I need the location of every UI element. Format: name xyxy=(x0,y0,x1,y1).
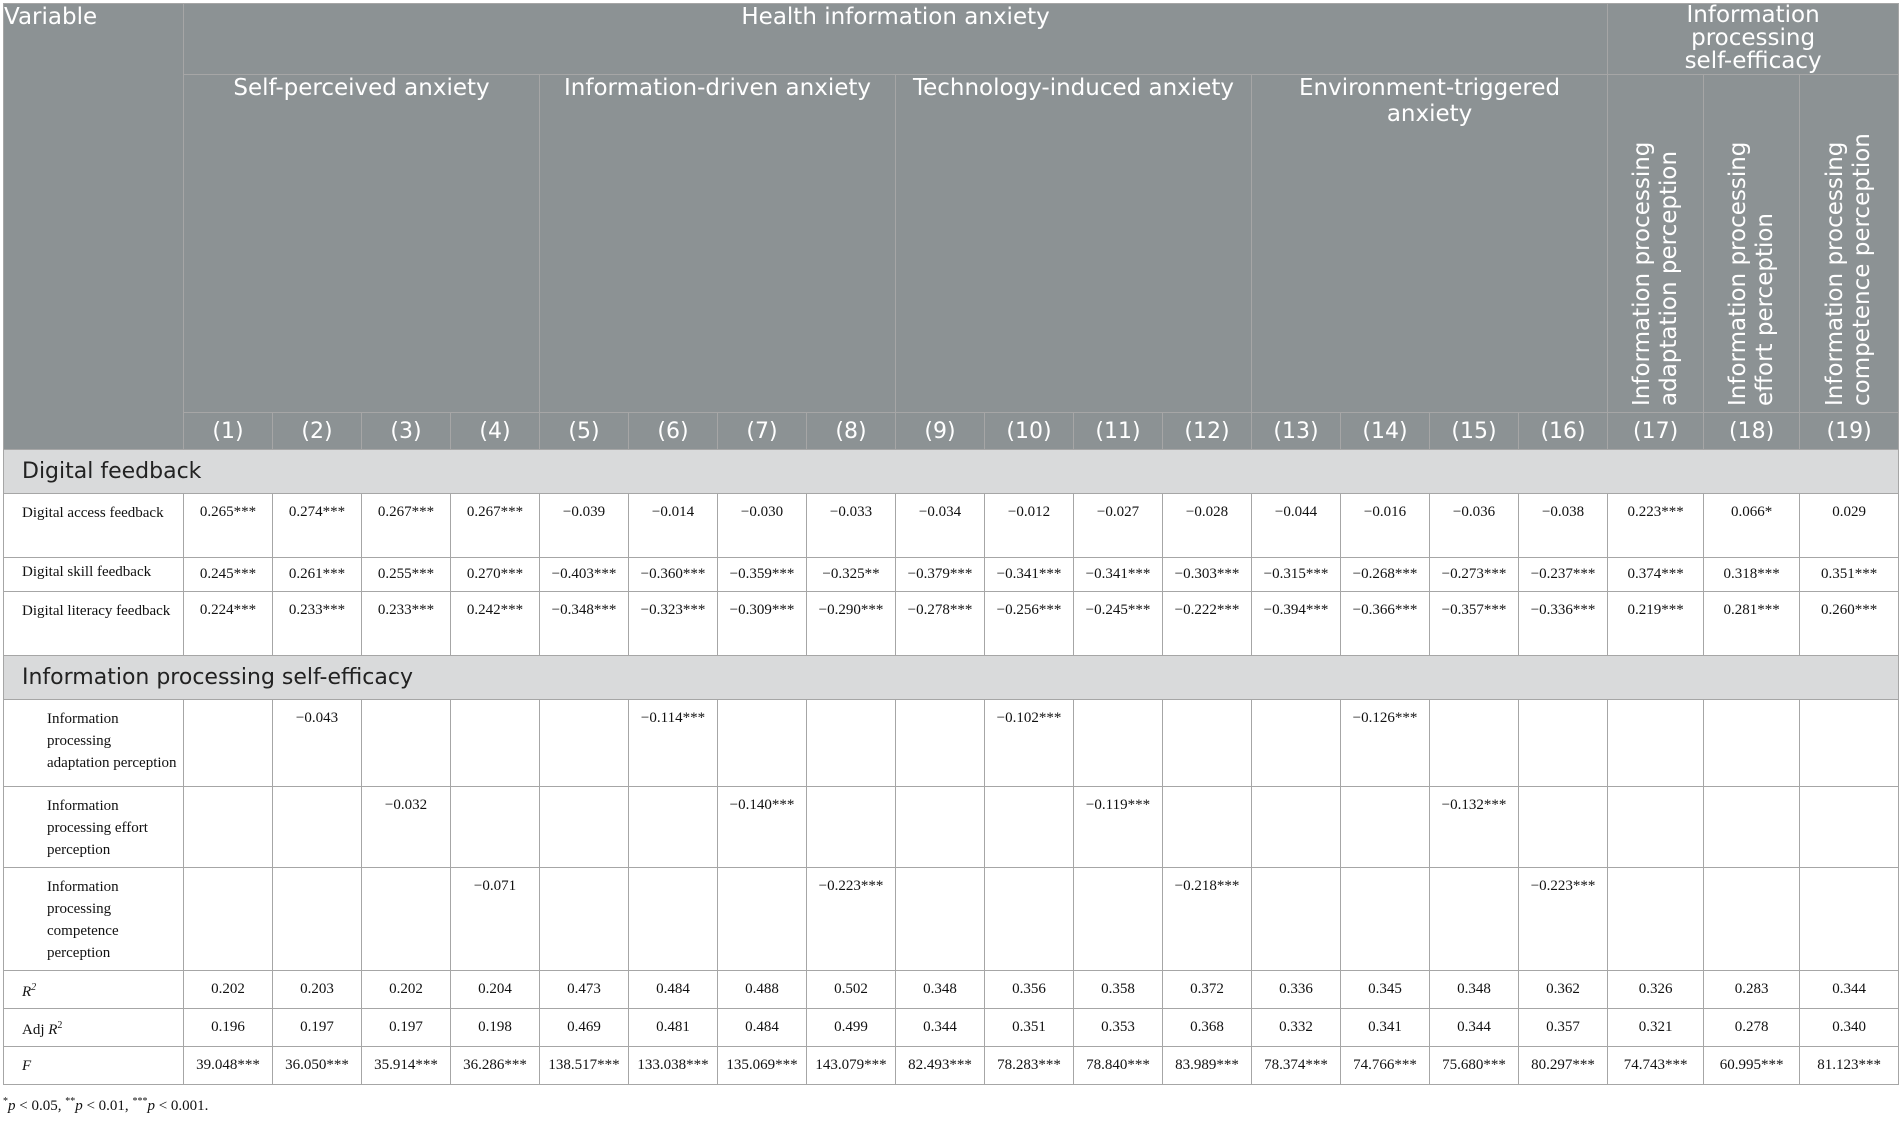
table-cell: −0.033 xyxy=(807,494,896,558)
table-cell: −0.256*** xyxy=(985,592,1074,656)
ipse-col-competence-text: Information processing competence perception xyxy=(1822,133,1876,406)
table-cell: 135.069*** xyxy=(718,1047,807,1085)
model-number: (2) xyxy=(273,413,362,450)
table-cell: 0.340 xyxy=(1800,1009,1899,1047)
table-cell xyxy=(896,700,985,787)
table-cell: −0.325** xyxy=(807,558,896,592)
row-label: Information processing competence perception xyxy=(4,868,184,971)
table-cell: 82.493*** xyxy=(896,1047,985,1085)
regression-table xyxy=(3,3,1899,1085)
ipse-col-adaptation-header xyxy=(1608,75,1704,413)
table-cell xyxy=(1341,868,1430,971)
table-cell: −0.030 xyxy=(718,494,807,558)
table-row-digital-literacy xyxy=(4,592,1899,656)
table-cell xyxy=(1430,868,1519,971)
model-number: (17) xyxy=(1608,413,1704,450)
table-cell: −0.132*** xyxy=(1430,787,1519,868)
table-cell: −0.278*** xyxy=(896,592,985,656)
table-cell: −0.366*** xyxy=(1341,592,1430,656)
table-cell: 39.048*** xyxy=(184,1047,273,1085)
model-number: (7) xyxy=(718,413,807,450)
table-cell: 0.481 xyxy=(629,1009,718,1047)
table-cell: 0.351 xyxy=(985,1009,1074,1047)
table-row-adj-r2 xyxy=(4,1009,1899,1047)
table-cell: −0.360*** xyxy=(629,558,718,592)
model-number: (10) xyxy=(985,413,1074,450)
table-cell xyxy=(985,868,1074,971)
table-cell: 0.204 xyxy=(451,971,540,1009)
table-cell: 81.123*** xyxy=(1800,1047,1899,1085)
table-cell xyxy=(1704,868,1800,971)
table-cell: 0.351*** xyxy=(1800,558,1899,592)
table-cell xyxy=(540,787,629,868)
table-cell: −0.027 xyxy=(1074,494,1163,558)
table-cell: 0.502 xyxy=(807,971,896,1009)
table-cell: 0.356 xyxy=(985,971,1074,1009)
table-cell xyxy=(273,868,362,971)
table-cell: 0.029 xyxy=(1800,494,1899,558)
table-cell: 0.198 xyxy=(451,1009,540,1047)
table-cell: 0.348 xyxy=(1430,971,1519,1009)
table-cell: 0.224*** xyxy=(184,592,273,656)
ipse-col-competence-header xyxy=(1800,75,1899,413)
model-number: (8) xyxy=(807,413,896,450)
model-number: (5) xyxy=(540,413,629,450)
table-cell xyxy=(1704,787,1800,868)
table-cell: 0.223*** xyxy=(1608,494,1704,558)
table-cell: 0.473 xyxy=(540,971,629,1009)
table-cell xyxy=(1608,787,1704,868)
table-cell xyxy=(1252,868,1341,971)
table-cell: 0.321 xyxy=(1608,1009,1704,1047)
health-anxiety-header: Health information anxiety xyxy=(184,4,1608,75)
table-cell: 0.267*** xyxy=(451,494,540,558)
group-header-information-driven: Information-driven anxiety xyxy=(540,75,896,413)
table-cell xyxy=(807,787,896,868)
group-header-self-perceived: Self-perceived anxiety xyxy=(184,75,540,413)
table-cell: −0.223*** xyxy=(807,868,896,971)
table-cell: 78.374*** xyxy=(1252,1047,1341,1085)
ipse-col-adaptation-text: Information processing adaptation perception xyxy=(1628,141,1682,406)
table-row-digital-skill xyxy=(4,558,1899,592)
model-number: (19) xyxy=(1800,413,1899,450)
ipse-header xyxy=(1608,4,1899,75)
section-digital-feedback: Digital feedback xyxy=(4,450,1899,494)
model-number: (15) xyxy=(1430,413,1519,450)
table-cell: 0.488 xyxy=(718,971,807,1009)
table-cell: −0.014 xyxy=(629,494,718,558)
table-cell: −0.290*** xyxy=(807,592,896,656)
table-cell: −0.038 xyxy=(1519,494,1608,558)
table-cell xyxy=(1800,700,1899,787)
table-cell: −0.039 xyxy=(540,494,629,558)
table-cell: 78.283*** xyxy=(985,1047,1074,1085)
table-cell: −0.043 xyxy=(273,700,362,787)
table-cell: 0.202 xyxy=(184,971,273,1009)
variable-header: Variable xyxy=(4,4,184,450)
table-cell: 0.283 xyxy=(1704,971,1800,1009)
table-cell: −0.303*** xyxy=(1163,558,1252,592)
table-cell: 0.261*** xyxy=(273,558,362,592)
table-cell xyxy=(718,700,807,787)
table-cell: −0.222*** xyxy=(1163,592,1252,656)
group-header-environment-triggered xyxy=(1252,75,1608,413)
table-cell xyxy=(1608,700,1704,787)
table-cell: 0.242*** xyxy=(451,592,540,656)
row-label: Digital skill feedback xyxy=(4,558,184,592)
section-ipse: Information processing self-efficacy xyxy=(4,656,1899,700)
row-label-r2 xyxy=(4,971,184,1009)
table-cell: 0.196 xyxy=(184,1009,273,1047)
table-cell xyxy=(1519,700,1608,787)
model-number: (12) xyxy=(1163,413,1252,450)
table-cell: 0.197 xyxy=(362,1009,451,1047)
table-cell: 0.278 xyxy=(1704,1009,1800,1047)
table-cell: −0.044 xyxy=(1252,494,1341,558)
table-cell: 0.203 xyxy=(273,971,362,1009)
table-cell: −0.036 xyxy=(1430,494,1519,558)
table-cell: −0.102*** xyxy=(985,700,1074,787)
table-cell: 0.469 xyxy=(540,1009,629,1047)
table-cell: 36.286*** xyxy=(451,1047,540,1085)
table-cell: −0.341*** xyxy=(985,558,1074,592)
table-cell: −0.223*** xyxy=(1519,868,1608,971)
model-number-row xyxy=(4,413,1899,450)
table-cell: −0.268*** xyxy=(1341,558,1430,592)
table-row-competence xyxy=(4,868,1899,971)
table-cell: 0.344 xyxy=(896,1009,985,1047)
table-cell xyxy=(1519,787,1608,868)
table-cell xyxy=(273,787,362,868)
table-cell: −0.218*** xyxy=(1163,868,1252,971)
table-cell: −0.245*** xyxy=(1074,592,1163,656)
table-cell: 0.274*** xyxy=(273,494,362,558)
model-number: (16) xyxy=(1519,413,1608,450)
table-cell: 0.348 xyxy=(896,971,985,1009)
table-cell xyxy=(1800,787,1899,868)
table-cell xyxy=(807,700,896,787)
table-cell: 0.233*** xyxy=(273,592,362,656)
table-cell: 0.197 xyxy=(273,1009,362,1047)
row-label: Digital literacy feedback xyxy=(4,592,184,656)
table-cell: 0.326 xyxy=(1608,971,1704,1009)
footnote: *p < 0.05, **p < 0.01, ***p < 0.001. xyxy=(3,1096,209,1114)
model-number: (6) xyxy=(629,413,718,450)
table-cell: 0.344 xyxy=(1430,1009,1519,1047)
table-cell: 0.345 xyxy=(1341,971,1430,1009)
table-cell xyxy=(1800,868,1899,971)
table-cell: 0.499 xyxy=(807,1009,896,1047)
table-cell: −0.309*** xyxy=(718,592,807,656)
table-cell: 0.267*** xyxy=(362,494,451,558)
table-cell: 74.766*** xyxy=(1341,1047,1430,1085)
table-cell: 75.680*** xyxy=(1430,1047,1519,1085)
table-cell: −0.379*** xyxy=(896,558,985,592)
table-cell: 0.332 xyxy=(1252,1009,1341,1047)
group-header-environment-triggered-text: Environment-triggered anxiety xyxy=(1299,75,1561,127)
table-cell: 0.362 xyxy=(1519,971,1608,1009)
table-cell: 0.372 xyxy=(1163,971,1252,1009)
table-cell: 0.066* xyxy=(1704,494,1800,558)
table-cell xyxy=(184,700,273,787)
table-cell: 35.914*** xyxy=(362,1047,451,1085)
table-cell: −0.237*** xyxy=(1519,558,1608,592)
table-cell: 83.989*** xyxy=(1163,1047,1252,1085)
table-cell xyxy=(985,787,1074,868)
model-number: (9) xyxy=(896,413,985,450)
table-cell xyxy=(451,700,540,787)
table-cell xyxy=(184,868,273,971)
model-number: (1) xyxy=(184,413,273,450)
table-cell: 36.050*** xyxy=(273,1047,362,1085)
table-cell xyxy=(1341,787,1430,868)
table-cell: −0.394*** xyxy=(1252,592,1341,656)
table-cell: 0.368 xyxy=(1163,1009,1252,1047)
model-number: (11) xyxy=(1074,413,1163,450)
table-cell: 60.995*** xyxy=(1704,1047,1800,1085)
table-cell: −0.071 xyxy=(451,868,540,971)
table-cell xyxy=(1252,787,1341,868)
table-cell: 0.281*** xyxy=(1704,592,1800,656)
table-cell: 0.341 xyxy=(1341,1009,1430,1047)
table-cell xyxy=(184,787,273,868)
table-row-r2 xyxy=(4,971,1899,1009)
table-cell: 0.219*** xyxy=(1608,592,1704,656)
table-cell: −0.140*** xyxy=(718,787,807,868)
table-cell xyxy=(1430,700,1519,787)
table-cell xyxy=(540,868,629,971)
table-cell: 138.517*** xyxy=(540,1047,629,1085)
table-cell xyxy=(451,787,540,868)
table-row-digital-access xyxy=(4,494,1899,558)
table-cell: −0.323*** xyxy=(629,592,718,656)
table-cell: 0.265*** xyxy=(184,494,273,558)
table-cell: −0.336*** xyxy=(1519,592,1608,656)
table-cell: −0.028 xyxy=(1163,494,1252,558)
table-cell: −0.273*** xyxy=(1430,558,1519,592)
ipse-col-effort-header xyxy=(1704,75,1800,413)
table-cell: −0.126*** xyxy=(1341,700,1430,787)
table-cell xyxy=(629,787,718,868)
table-cell xyxy=(896,868,985,971)
table-cell: −0.012 xyxy=(985,494,1074,558)
table-cell: −0.348*** xyxy=(540,592,629,656)
table-cell: 0.245*** xyxy=(184,558,273,592)
row-label: Information processing adaptation perception xyxy=(4,700,184,787)
table-cell: 0.336 xyxy=(1252,971,1341,1009)
table-cell: 0.270*** xyxy=(451,558,540,592)
ipse-col-effort-text: Information processing effort perception xyxy=(1724,141,1778,406)
table-cell: 0.318*** xyxy=(1704,558,1800,592)
table-cell: −0.357*** xyxy=(1430,592,1519,656)
table-cell xyxy=(1163,787,1252,868)
row-label-adj-r2 xyxy=(4,1009,184,1047)
table-cell xyxy=(362,868,451,971)
table-cell xyxy=(1252,700,1341,787)
model-number: (18) xyxy=(1704,413,1800,450)
table-cell: −0.032 xyxy=(362,787,451,868)
table-cell: −0.359*** xyxy=(718,558,807,592)
model-number: (13) xyxy=(1252,413,1341,450)
table-cell xyxy=(1163,700,1252,787)
table-cell: 0.374*** xyxy=(1608,558,1704,592)
table-cell: −0.034 xyxy=(896,494,985,558)
table-cell: 0.357 xyxy=(1519,1009,1608,1047)
table-cell: −0.016 xyxy=(1341,494,1430,558)
r2-label: $R^2$ xyxy=(22,981,37,1000)
table-cell: 0.344 xyxy=(1800,971,1899,1009)
table-cell xyxy=(1704,700,1800,787)
model-number: (14) xyxy=(1341,413,1430,450)
table-cell: 0.353 xyxy=(1074,1009,1163,1047)
table-cell xyxy=(540,700,629,787)
table-row-adaptation xyxy=(4,700,1899,787)
table-cell: 0.255*** xyxy=(362,558,451,592)
table-row-effort xyxy=(4,787,1899,868)
table-cell: −0.315*** xyxy=(1252,558,1341,592)
model-number: (4) xyxy=(451,413,540,450)
row-label: Digital access feedback xyxy=(4,494,184,558)
table-cell: 0.358 xyxy=(1074,971,1163,1009)
table-cell: 0.484 xyxy=(718,1009,807,1047)
table-cell: −0.119*** xyxy=(1074,787,1163,868)
adj-r2-label: Adj $R^2$ xyxy=(22,1019,63,1038)
table-cell xyxy=(362,700,451,787)
table-cell xyxy=(896,787,985,868)
table-row-f xyxy=(4,1047,1899,1085)
table-cell: 74.743*** xyxy=(1608,1047,1704,1085)
table-cell: −0.341*** xyxy=(1074,558,1163,592)
table-cell: 0.260*** xyxy=(1800,592,1899,656)
group-header-technology-induced: Technology-induced anxiety xyxy=(896,75,1252,413)
table-cell: −0.114*** xyxy=(629,700,718,787)
table-cell: −0.403*** xyxy=(540,558,629,592)
row-label: Information processing effort perception xyxy=(4,787,184,868)
row-label-f: F xyxy=(4,1047,184,1085)
table-cell: 80.297*** xyxy=(1519,1047,1608,1085)
table-cell xyxy=(629,868,718,971)
table-cell xyxy=(718,868,807,971)
table-cell: 143.079*** xyxy=(807,1047,896,1085)
model-number: (3) xyxy=(362,413,451,450)
table-cell: 133.038*** xyxy=(629,1047,718,1085)
table-cell xyxy=(1608,868,1704,971)
table-cell xyxy=(1074,868,1163,971)
table-cell: 78.840*** xyxy=(1074,1047,1163,1085)
table-cell: 0.202 xyxy=(362,971,451,1009)
table-cell: 0.233*** xyxy=(362,592,451,656)
table-cell xyxy=(1074,700,1163,787)
table-cell: 0.484 xyxy=(629,971,718,1009)
ipse-header-text: Information processing self-efficacy xyxy=(1684,2,1822,74)
